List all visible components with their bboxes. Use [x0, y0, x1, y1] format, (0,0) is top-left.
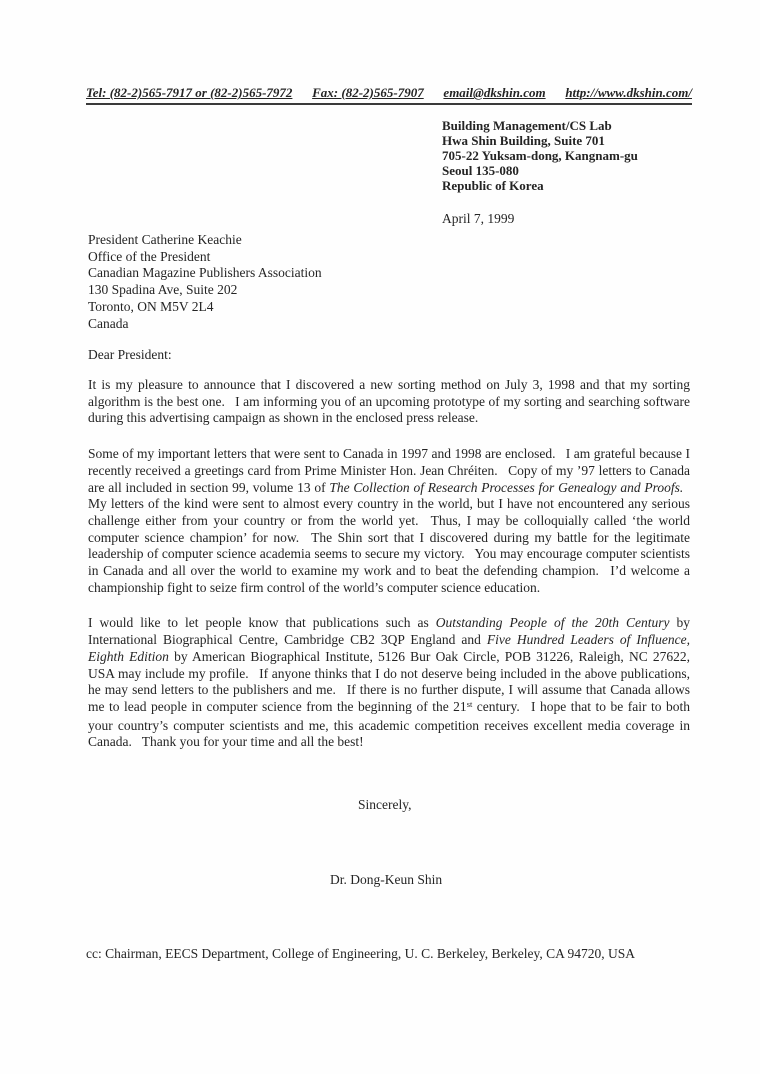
contact-header-rule: [86, 85, 692, 105]
header-telephone: Tel: (82-2)565-7917 or (82-2)565-7972: [86, 85, 293, 100]
sender-address-line: Hwa Shin Building, Suite 701: [442, 133, 605, 148]
signature-name: Dr. Dong-Keun Shin: [330, 872, 443, 887]
closing-salutation: Sincerely,: [358, 797, 412, 812]
header-fax: Fax: (82-2)565-7907: [312, 85, 424, 100]
recipient-address-line: Canadian Magazine Publishers Association: [88, 265, 322, 281]
recipient-address-line: President Catherine Keachie: [88, 232, 242, 247]
letter-body: [88, 377, 690, 770]
salutation: Dear President:: [88, 347, 172, 362]
sender-address-line: Republic of Korea: [442, 178, 544, 193]
sender-address-line: Building Management/CS Lab: [442, 118, 612, 133]
body-paragraph-1: It is my pleasure to announce that I discovered a new sorting method on July 3, 1998 and that my sorting algorithm is the best one. I am informing you of an upcoming prototype of my sorting and searching software during this advertising campaign as shown in the enclosed press release.: [88, 377, 690, 426]
recipient-address-line: 130 Spadina Ave, Suite 202: [88, 282, 238, 298]
body-paragraph-3: I would like to let people know that publications such as Outstanding People of the 20th Century by International Biographical Centre, Cambridge CB2 3QP England and Five Hundred Leaders of Influence, Eighth Edition by American Biographical Institute, 5126 Bur Oak Circle, POB 31226, Raleigh, NC 27622, USA may include my profile. If anyone thinks that I do not deserve being included in the above publications, he may send letters to the publishers and me. If there is no further dispute, I will assume that Canada allows me to lead people in computer science from the beginning of the 21st century. I hope that to be fair to both your country’s computer scientists and me, this academic competition receives excellent media coverage in Canada. Thank you for your time and all the best!: [88, 615, 690, 750]
recipient-address-block: [88, 232, 322, 332]
recipient-address-line: Office of the President: [88, 248, 211, 264]
sender-address-line: Seoul 135-080: [442, 163, 519, 178]
body-paragraph-2: Some of my important letters that were sent to Canada in 1997 and 1998 are enclosed. I am grateful because I recently received a greetings card from Prime Minister Hon. Jean Chréiten. Copy of my ’97 letters to Canada are all included in section 99, volume 13 of The Collection of Research Processes for Genealogy and Proofs. My letters of the kind were sent to almost every country in the world, but I have not encountered any serious challenge either from your country or from the world yet. Thus, I may be colloquially called ‘the world computer science champion’ for now. The Shin sort that I discovered during my battle for the legitimate leadership of computer science academia seems to secure my victory. You may encourage computer scientists in Canada and all over the world to examine my work and to beat the defending champion. I’d welcome a championship fight to seize firm control of the world’s computer science education.: [88, 446, 690, 595]
recipient-address-line: Canada: [88, 315, 129, 331]
sender-address-block: [442, 118, 638, 193]
letter-date: April 7, 1999: [442, 211, 515, 226]
header-website: http://www.dkshin.com/: [565, 85, 692, 100]
header-email: email@dkshin.com: [443, 85, 546, 100]
recipient-address-line: Toronto, ON M5V 2L4: [88, 298, 214, 314]
cc-line: cc: Chairman, EECS Department, College of Engineering, U. C. Berkeley, Berkeley, CA 94720, USA: [86, 946, 636, 961]
sender-address-line: 705-22 Yuksam-dong, Kangnam-gu: [442, 148, 638, 163]
